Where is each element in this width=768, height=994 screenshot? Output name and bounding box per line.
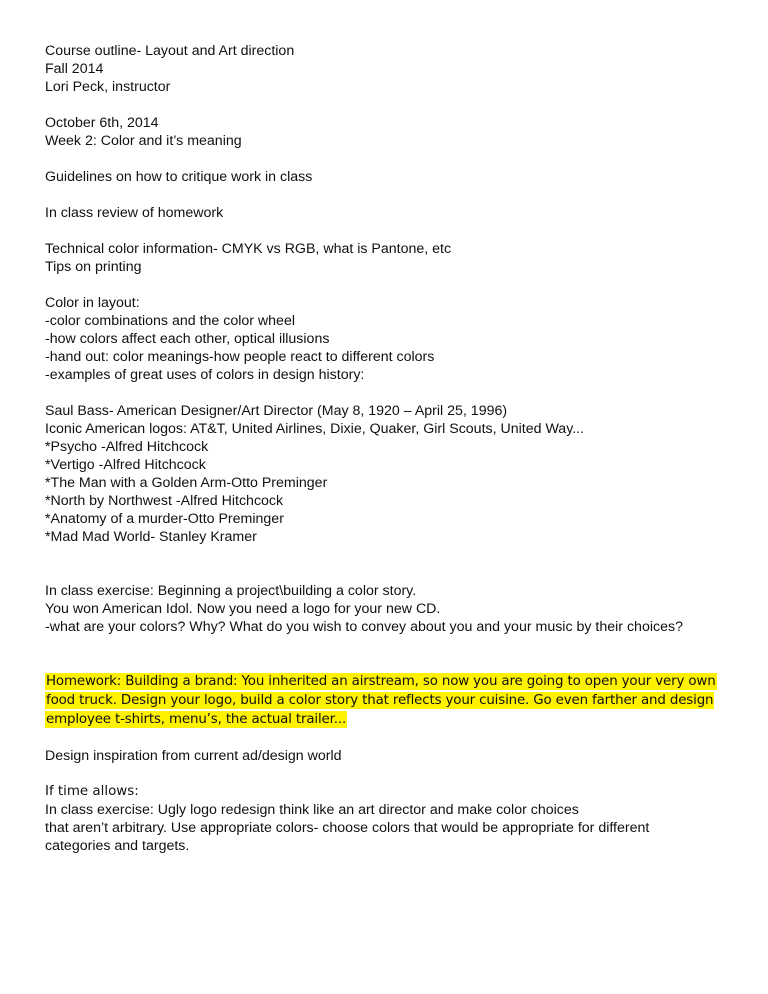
critique-guidelines: Guidelines on how to critique work in class [45, 169, 313, 185]
homework-highlight: Homework: Building a brand: You inherited an airstream, so now you are going to open your very own [46, 674, 716, 689]
course-term: Fall 2014 [45, 61, 104, 77]
if-time-line: categories and targets. [45, 838, 190, 854]
saul-bass-intro: Saul Bass- American Designer/Art Director (May 8, 1920 – April 25, 1996) [45, 403, 508, 419]
session-date: October 6th, 2014 [45, 115, 159, 131]
document-body [45, 42, 735, 855]
homework-highlight: food truck. Design your logo, build a color story that reflects your cuisine. Go even farther and design [46, 693, 714, 708]
color-layout-bullet: -how colors affect each other, optical illusions [45, 331, 330, 347]
exercise-line: -what are your colors? Why? What do you wish to convey about you and your music by their choices? [45, 619, 683, 635]
exercise-line: In class exercise: Beginning a project\building a color story. [45, 583, 417, 599]
homework-line [45, 710, 735, 729]
instructor-name: Lori Peck, instructor [45, 79, 171, 95]
homework-highlight: employee t-shirts, menu’s, the actual trailer... [46, 712, 347, 727]
exercise-line: You won American Idol. Now you need a logo for your new CD. [45, 601, 441, 617]
film-item: *Vertigo -Alfred Hitchcock [45, 457, 206, 473]
film-item: *Psycho -Alfred Hitchcock [45, 439, 209, 455]
film-item: *The Man with a Golden Arm-Otto Preminger [45, 475, 328, 491]
film-item: *North by Northwest -Alfred Hitchcock [45, 493, 284, 509]
if-time-line: In class exercise: Ugly logo redesign think like an art director and make color choices [45, 802, 579, 818]
homework-line [45, 691, 735, 710]
iconic-logos: Iconic American logos: AT&T, United Airlines, Dixie, Quaker, Girl Scouts, United Way... [45, 421, 585, 437]
if-time-line: that aren’t arbitrary. Use appropriate colors- choose colors that would be appropriate for different [45, 820, 650, 836]
course-title: Course outline- Layout and Art direction [45, 43, 295, 59]
color-layout-heading: Color in layout: [45, 295, 140, 311]
homework-review: In class review of homework [45, 205, 224, 221]
film-item: *Mad Mad World- Stanley Kramer [45, 529, 257, 545]
design-inspiration: Design inspiration from current ad/design world [45, 748, 342, 764]
film-item: *Anatomy of a murder-Otto Preminger [45, 511, 284, 527]
color-layout-bullet: -examples of great uses of colors in design history: [45, 367, 365, 383]
color-layout-bullet: -color combinations and the color wheel [45, 313, 295, 329]
color-layout-bullet: -hand out: color meanings-how people react to different colors [45, 349, 435, 365]
homework-line [45, 672, 735, 691]
technical-color-info: Technical color information- CMYK vs RGB, what is Pantone, etc [45, 241, 452, 257]
if-time-heading: If time allows: [45, 784, 139, 799]
session-week: Week 2: Color and it’s meaning [45, 133, 242, 149]
printing-tips: Tips on printing [45, 259, 142, 275]
